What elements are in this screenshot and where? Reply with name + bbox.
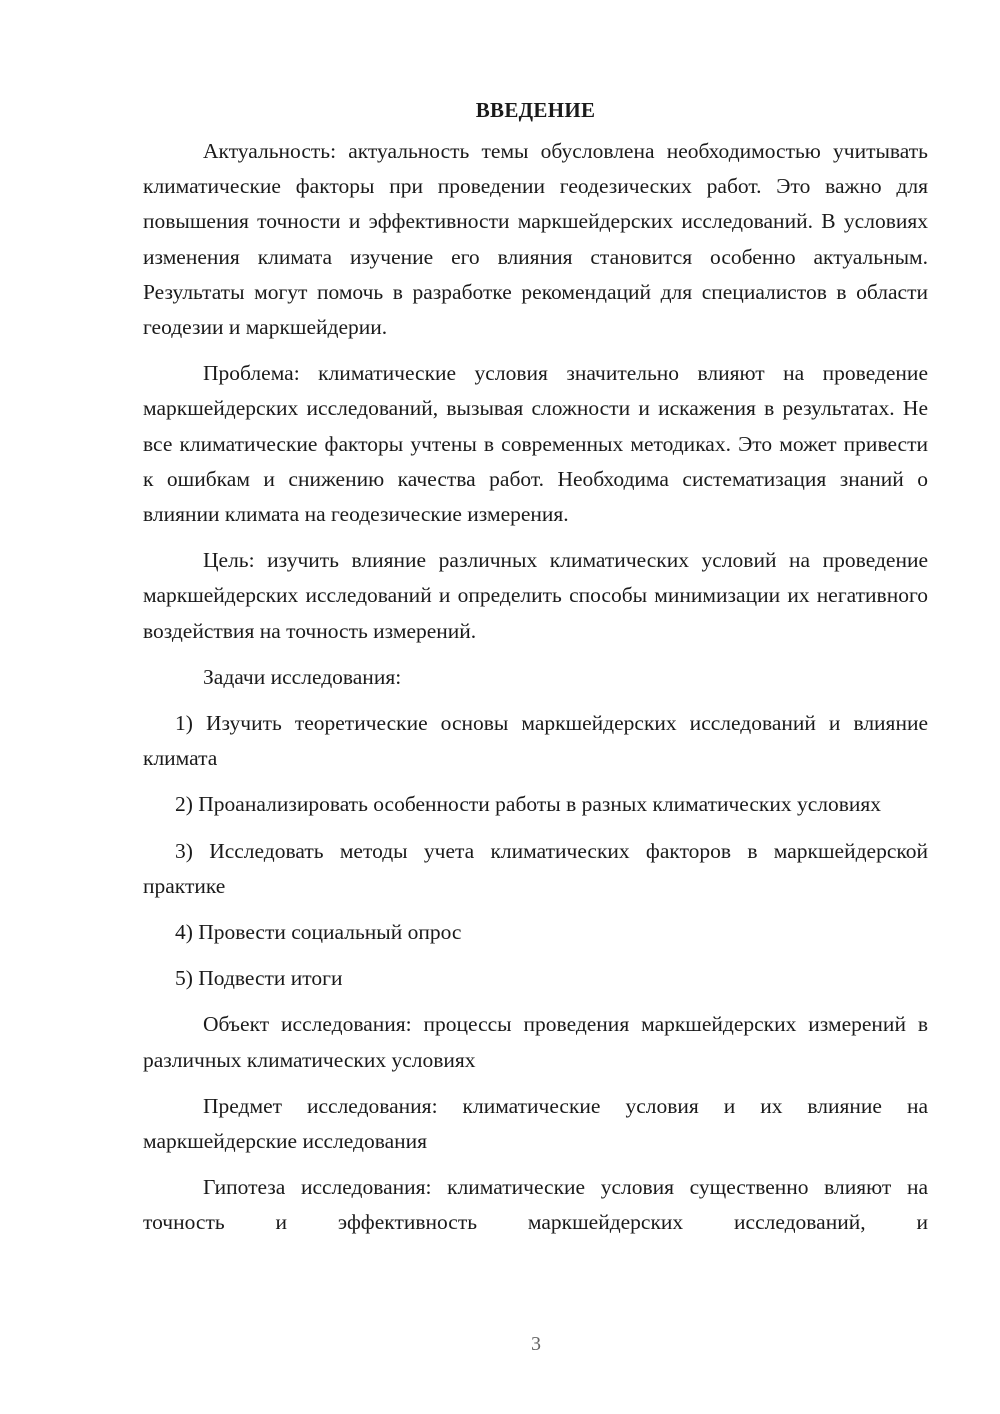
hypothesis-paragraph: Гипотеза исследования: климатические условия существенно влияют на точность и эффективность маркшейдерских исследований, и — [143, 1175, 928, 1235]
section-title: ВВЕДЕНИЕ — [475, 98, 596, 122]
subject-paragraph: Предмет исследования: климатические условия и их влияние на маркшейдерские исследования — [143, 1093, 928, 1154]
task-item-3: 3) Исследовать методы учета климатических факторов в маркшейдерской практике — [143, 838, 928, 898]
page-number: 3 — [531, 1333, 541, 1355]
page-content — [143, 94, 928, 1252]
task-item-5: 5) Подвести итоги — [175, 966, 343, 991]
problem-paragraph: Проблема: климатические условия значительно влияют на проведение маркшейдерских исследований, вызывая сложности и искажения в результатах. Не все климатические факторы учтены в современных методиках. Это может привести к ошибкам и снижению качества работ. Необходима систематизация знаний о влиянии климата на геодезические измерения. — [143, 361, 928, 527]
relevance-paragraph: Актуальность: актуальность темы обусловлена необходимостью учитывать климатические факторы при проведении геодезических работ. Это важно для повышения точности и эффективности маркшейдерских исследований. В условиях изменения климата изучение его влияния становится особенно актуальным. Результаты могут помочь в разработке рекомендаций для специалистов в области геодезии и маркшейдерии. — [143, 139, 928, 340]
task-item-4: 4) Провести социальный опрос — [175, 920, 462, 945]
task-item-2: 2) Проанализировать особенности работы в разных климатических условиях — [175, 792, 882, 817]
goal-paragraph: Цель: изучить влияние различных климатических условий на проведение маркшейдерских исследований и определить способы минимизации их негативного воздействия на точность измерений. — [143, 548, 928, 643]
tasks-heading: Задачи исследования: — [203, 664, 402, 689]
object-paragraph: Объект исследования: процессы проведения маркшейдерских измерений в различных климатических условиях — [143, 1012, 928, 1072]
task-item-1: 1) Изучить теоретические основы маркшейдерских исследований и влияние климата — [143, 711, 928, 771]
